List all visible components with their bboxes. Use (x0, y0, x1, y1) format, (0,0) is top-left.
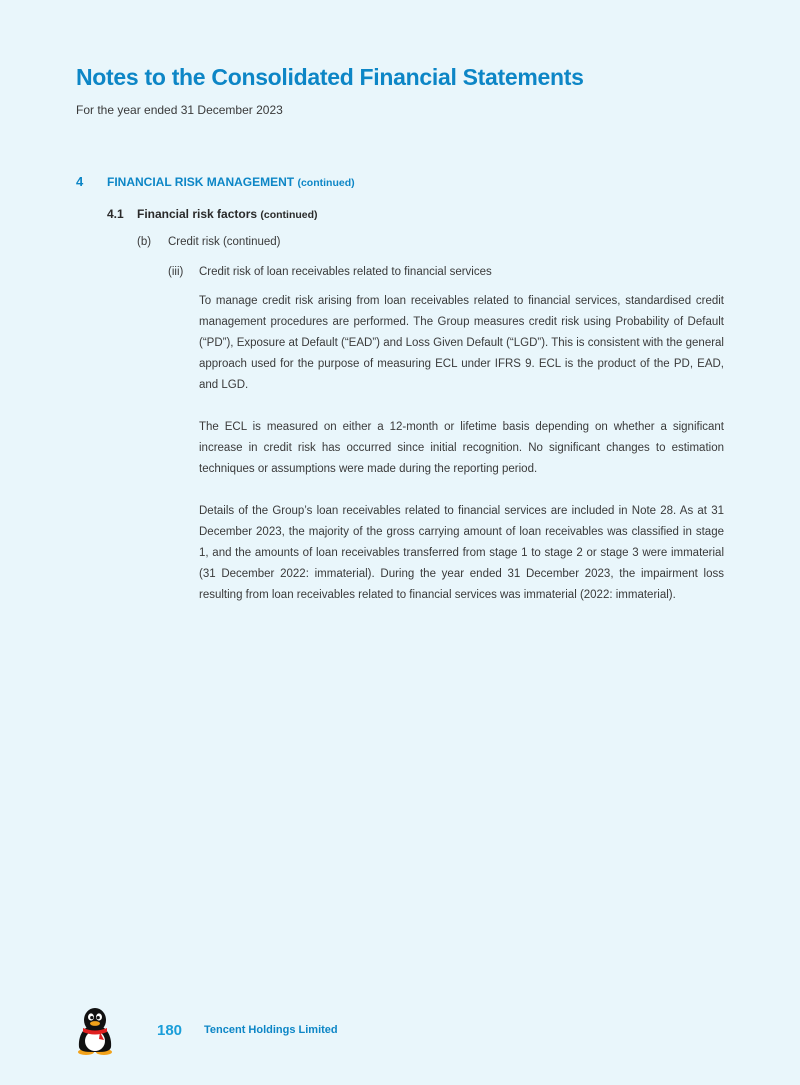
page-number: 180 (157, 1022, 183, 1039)
company-name: Tencent Holdings Limited (204, 1024, 338, 1036)
qq-penguin-icon (74, 1007, 116, 1055)
body-text (199, 291, 724, 627)
page-title: Notes to the Consolidated Financial Statements (76, 64, 584, 90)
paragraph: To manage credit risk arising from loan receivables related to financial services, standardised credit management procedures are performed. The Group measures credit risk using Probability of Default (“PD”), Exposure at Default (“EAD”) and Loss Given Default (“LGD”). This is consistent with the general approach used for the purpose of measuring ECL under IFRS 9. ECL is the product of the PD, EAD, and LGD. (199, 295, 724, 391)
subsection-continued: (continued) (260, 209, 318, 221)
subsection-title: Financial risk factors (137, 207, 258, 221)
section-title: FINANCIAL RISK MANAGEMENT (107, 175, 295, 189)
paragraph: Details of the Group’s loan receivables related to financial services are included in Note 28. As at 31 December 2023, the majority of the gross carrying amount of loan receivables was classified in stage 1, and the amounts of loan receivables transferred from stage 1 to stage 2 or stage 3 were immaterial (31 December 2022: immaterial). During the year ended 31 December 2023, the impairment loss resulting from loan receivables related to financial services was immaterial (2022: immaterial). (199, 505, 724, 601)
paragraph: The ECL is measured on either a 12-month or lifetime basis depending on whether a significant increase in credit risk has occurred since initial recognition. No significant changes to estimation techniques or assumptions were made during the reporting period. (199, 421, 724, 475)
list-item-b (137, 236, 280, 248)
subsection-number: 4.1 (107, 207, 124, 221)
list-item-b-number: (b) (137, 236, 152, 248)
section-heading (76, 174, 355, 189)
page-footer (74, 1007, 474, 1055)
list-item-iii-label: Credit risk of loan receivables related to financial services (199, 266, 492, 278)
section-number: 4 (76, 174, 84, 189)
page-subtitle: For the year ended 31 December 2023 (76, 103, 283, 117)
list-item-b-label: Credit risk (continued) (168, 236, 281, 248)
list-item-iii (168, 266, 492, 278)
section-continued: (continued) (297, 177, 355, 189)
subsection-heading (107, 207, 318, 221)
list-item-iii-number: (iii) (168, 266, 184, 278)
